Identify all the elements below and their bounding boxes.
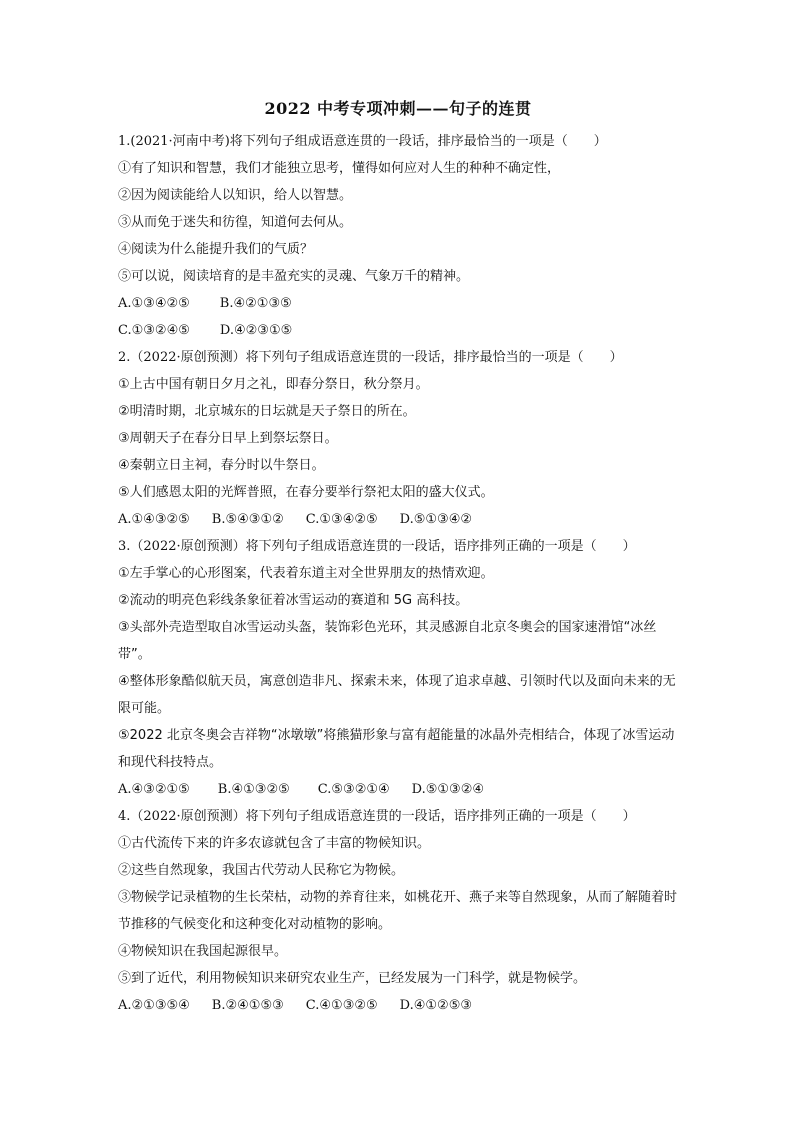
option-a[interactable]: A.①③④②⑤ xyxy=(118,296,190,311)
question-2 xyxy=(118,344,678,533)
sentence-item: ②因为阅读能给人以知识，给人以智慧。 xyxy=(118,188,353,203)
answer-options xyxy=(118,506,678,533)
option-c[interactable]: C.①③②④⑤ xyxy=(118,323,190,338)
sentence-item: ③头部外壳造型取自冰雪运动头盔，装饰彩色光环，其灵感源自北京冬奥会的国家速滑馆“冰丝带”。 xyxy=(118,620,657,662)
sentence-item: ②明清时期，北京城东的日坛就是天子祭日的所在。 xyxy=(118,404,416,419)
question-stem: 1.(2021·河南中考)将下列句子组成语意连贯的一段话，排序最恰当的一项是（ ） xyxy=(118,134,607,149)
sentence-item: ④秦朝立日主祠，春分时以牛祭日。 xyxy=(118,458,325,473)
option-c[interactable]: C.⑤③②①④ xyxy=(317,782,390,797)
option-d[interactable]: D.④②③①⑤ xyxy=(219,323,293,338)
answer-options xyxy=(118,776,678,803)
sentence-item: ⑤到了近代，利用物候知识来研究农业生产，已经发展为一门科学，就是物候学。 xyxy=(118,971,587,986)
page-title: 2022 中考专项冲刺——句子的连贯 xyxy=(264,99,532,118)
option-a[interactable]: A.①④③②⑤ xyxy=(118,512,190,527)
option-c[interactable]: C.①③④②⑤ xyxy=(305,512,378,527)
question-4 xyxy=(118,803,678,1019)
sentence-item: ②流动的明亮色彩线条象征着冰雪运动的赛道和 5G 高科技。 xyxy=(118,593,469,608)
question-3 xyxy=(118,533,678,803)
option-b[interactable]: B.②④①⑤③ xyxy=(211,998,284,1013)
sentence-item: ②这些自然现象，我国古代劳动人民称它为物候。 xyxy=(118,863,405,878)
sentence-item: ⑤可以说，阅读培育的是丰盈充实的灵魂、气象万千的精神。 xyxy=(118,269,470,284)
sentence-item: ④整体形象酷似航天员，寓意创造非凡、探索未来，体现了追求卓越、引领时代以及面向未来的无限可能。 xyxy=(118,674,676,716)
sentence-item: ①古代流传下来的许多农谚就包含了丰富的物候知识。 xyxy=(118,836,431,851)
sentence-item: ④物候知识在我国起源很早。 xyxy=(118,944,288,959)
option-b[interactable]: B.④②①③⑤ xyxy=(219,296,292,311)
option-a[interactable]: A.②①③⑤④ xyxy=(118,998,190,1013)
sentence-item: ④阅读为什么能提升我们的气质？ xyxy=(118,242,314,257)
answer-options xyxy=(118,317,678,344)
sentence-item: ③周朝天子在春分日早上到祭坛祭日。 xyxy=(118,431,338,446)
sentence-item: ①上古中国有朝日夕月之礼，即春分祭日，秋分祭月。 xyxy=(118,377,429,392)
answer-options xyxy=(118,290,678,317)
sentence-item: ③从而免于迷失和彷徨，知道何去何从。 xyxy=(118,215,353,230)
sentence-item: ⑤2022 北京冬奥会吉祥物“冰墩墩”将熊猫形象与富有超能量的冰晶外壳相结合，体现了冰雪运动和现代科技特点。 xyxy=(118,728,675,770)
sentence-item: ③物候学记录植物的生长荣枯，动物的养育往来，如桃花开、燕子来等自然现象，从而了解随着时节推移的气候变化和这种变化对动植物的影响。 xyxy=(118,890,678,932)
sentence-item: ①有了知识和智慧，我们才能独立思考，懂得如何应对人生的种种不确定性， xyxy=(118,161,561,176)
question-stem: 4.（2022·原创预测）将下列句子组成语意连贯的一段话，语序排列正确的一项是（ ） xyxy=(118,809,636,824)
sentence-item: ①左手掌心的心形图案，代表着东道主对全世界朋友的热情欢迎。 xyxy=(118,566,494,581)
question-1 xyxy=(118,128,678,344)
option-b[interactable]: B.⑤④③①② xyxy=(211,512,284,527)
sentence-item: ⑤人们感恩太阳的光辉普照，在春分要举行祭祀太阳的盛大仪式。 xyxy=(118,485,494,500)
answer-options xyxy=(118,992,678,1019)
option-d[interactable]: D.⑤①③④② xyxy=(399,512,473,527)
option-c[interactable]: C.④①③②⑤ xyxy=(305,998,378,1013)
question-stem: 3.（2022·原创预测）将下列句子组成语意连贯的一段话，语序排列正确的一项是（ ） xyxy=(118,539,636,554)
option-a[interactable]: A.④③②①⑤ xyxy=(118,782,190,797)
option-b[interactable]: B.④①③②⑤ xyxy=(217,782,290,797)
question-stem: 2.（2022·原创预测）将下列句子组成语意连贯的一段话，排序最恰当的一项是（ ） xyxy=(118,350,623,365)
document-page xyxy=(118,96,678,1019)
option-d[interactable]: D.④①②⑤③ xyxy=(399,998,473,1013)
option-d[interactable]: D.⑤①③②④ xyxy=(411,782,485,797)
